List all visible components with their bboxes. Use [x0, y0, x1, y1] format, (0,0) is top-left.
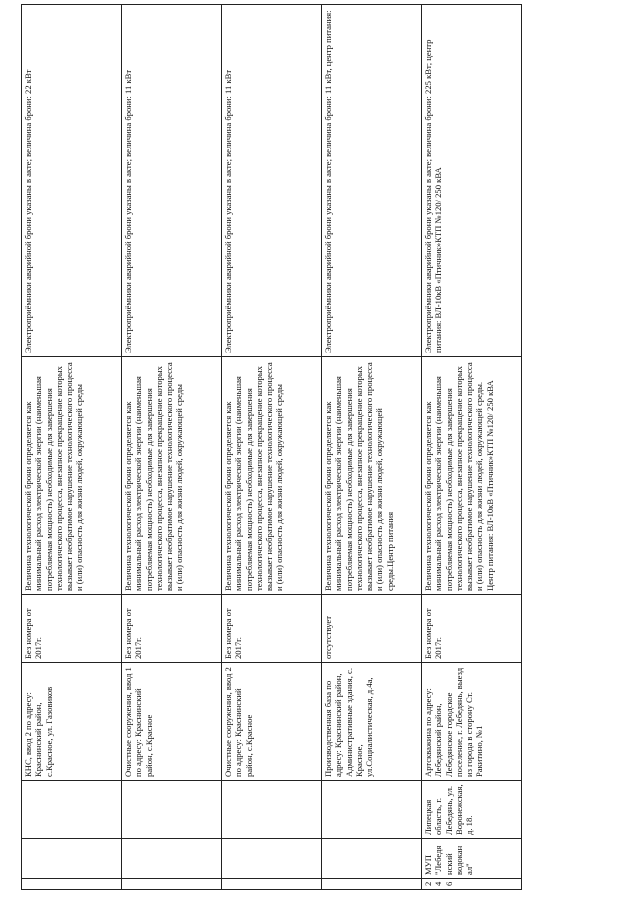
- reserve-value-cell: Электроприёмники аварийной брони указаны в акте; величина брони: 225 кВт; центр питания: ВЛ-10кВ «Птичник»КТП №120/ 250 кВА: [422, 5, 522, 357]
- row-number-cell: 246: [422, 879, 522, 890]
- object-cell: Очистные сооружения, ввод 2 по адресу: Краснинский район, с.Красное: [222, 663, 322, 781]
- row-number-cell: [322, 879, 422, 890]
- reserve-value-cell: Электроприёмники аварийной брони указаны в акте; величина брони: 11 кВт: [222, 5, 322, 357]
- table-row: [122, 5, 222, 890]
- table-row: [222, 5, 322, 890]
- legal-address-cell: [122, 781, 222, 839]
- act-document-cell: Без номера от 2017г.: [22, 595, 122, 663]
- reserve-description-cell: Величина технологической брони определяется как минимальный расход электрической энергии (наименьшая потребляемая мощность) необходимые для завершения технологического процесса, внезапное прекращение которых вызывает необратимое нарушение технологического процесса и (или) опасность для жизни людей, окружающей среды: [122, 357, 222, 595]
- legal-address-cell: [22, 781, 122, 839]
- reserve-value-cell: Электроприёмники аварийной брони указаны в акте; величина брони: 11 кВт: [122, 5, 222, 357]
- emergency-reserve-table: [21, 4, 522, 890]
- row-number-cell: [22, 879, 122, 890]
- act-document-cell: Без номера от 2017г.: [222, 595, 322, 663]
- organization-cell: [22, 839, 122, 879]
- legal-address-cell: [322, 781, 422, 839]
- reserve-description-cell: Величина технологической брони определяется как минимальный расход электрической энергии (наименьшая потребляемая мощность) необходимые для завершения технологического процесса, внезапное прекращение которых вызывает необратимое нарушение технологического процесса и (или) опасность для жизни людей, окружающей среды: [22, 357, 122, 595]
- act-document-cell: отсутствует: [322, 595, 422, 663]
- legal-address-cell: Липецкая область, г. Лебедянь, ул. Воронежская, д. 18.: [422, 781, 522, 839]
- row-number-cell: [122, 879, 222, 890]
- reserve-value-cell: Электроприёмники аварийной брони указаны в акте; величина брони: 22 кВт: [22, 5, 122, 357]
- object-cell: Очистные сооружения, ввод 1 по адресу: Краснинский район, с.Красное: [122, 663, 222, 781]
- object-cell: Производственная база по адресу: Краснинский район, Административные здания, с. Красное, ул.Социалистическая, д.4а,: [322, 663, 422, 781]
- table-row: [422, 5, 522, 890]
- organization-cell: МУП "Лебедянский водоканал": [422, 839, 522, 879]
- reserve-description-cell: Величина технологической брони определяется как минимальный расход электрической энергии (наименьшая потребляемая мощность) необходимые для завершения технологического процесса, внезапное прекращение которых вызывает необратимое нарушение технологического процесса и (или) опасность для жизни людей, окружающей среды: [222, 357, 322, 595]
- legal-address-cell: [222, 781, 322, 839]
- organization-cell: [122, 839, 222, 879]
- table-row: [322, 5, 422, 890]
- act-document-cell: Без номера от 2017г.: [122, 595, 222, 663]
- row-number-cell: [222, 879, 322, 890]
- organization-cell: [222, 839, 322, 879]
- organization-cell: [322, 839, 422, 879]
- table-row: [22, 5, 122, 890]
- object-cell: КНС, ввод 2 по адресу: Краснинский район, с.Красное, ул. Газовиков: [22, 663, 122, 781]
- reserve-description-cell: Величина технологической брони определяется как минимальный расход электрической энергии (наименьшая потребляемая мощность) необходимые для завершения технологического процесса, внезапное прекращение которых вызывает необратимое нарушение технологического процесса и (или) опасность для жизни людей, окружающей среды. Центр питания: ВЛ-10кВ «Птичник»КТП №120/ 250 кВА: [422, 357, 522, 595]
- object-cell: Артскважина по адресу: Лебедянский район, Лебедянское городское поселение, г. Лебедянь, выезд из города в сторону Ст. Ракитино, №1: [422, 663, 522, 781]
- reserve-description-cell: Величина технологической брони определяется как минимальный расход электрической энергии (наименьшая потребляемая мощность) необходимые для завершения технологического процесса, внезапное прекращение которых вызывает необратимое нарушение технологического процесса и (или) опасность для жизни людей, окружающей среды.Центр питания: [322, 357, 422, 595]
- act-document-cell: Без номера от 2017г.: [422, 595, 522, 663]
- reserve-value-cell: Электроприёмники аварийной брони указаны в акте; величина брони: 11 кВт, центр питания:: [322, 5, 422, 357]
